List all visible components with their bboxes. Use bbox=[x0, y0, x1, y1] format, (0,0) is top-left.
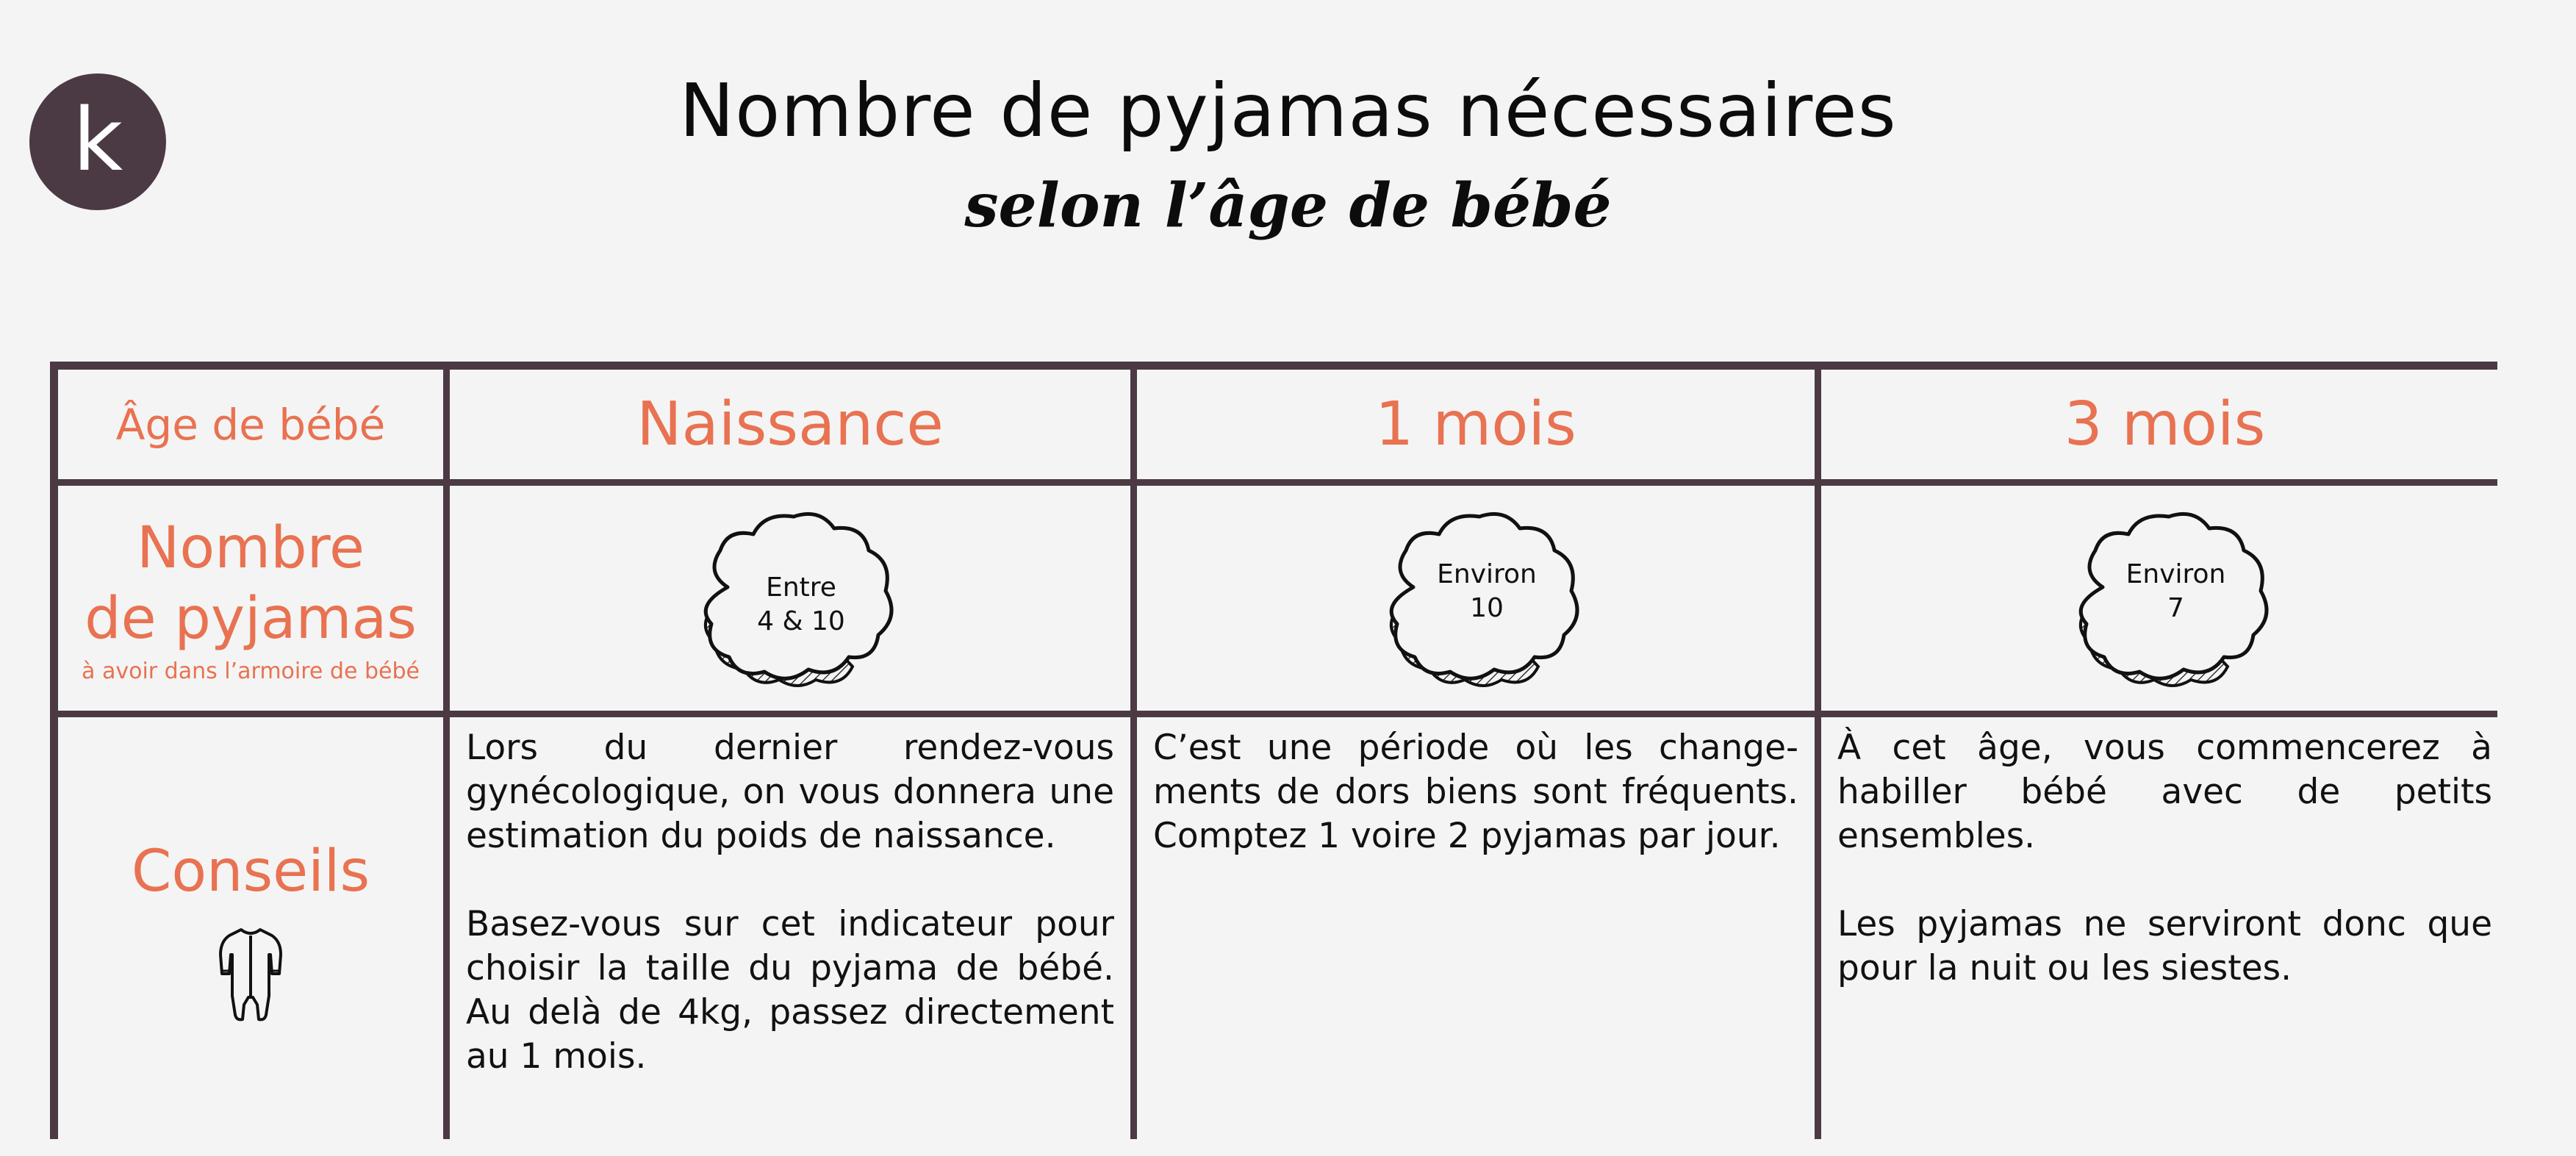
tips-cell-naissance bbox=[450, 717, 1130, 1145]
count-cell-1-mois bbox=[1137, 486, 1815, 711]
page-subtitle: selon l’âge de bébé bbox=[964, 170, 1612, 241]
cloud-text bbox=[1406, 558, 1568, 625]
count-label-line2: de pyjamas bbox=[85, 585, 417, 652]
tips-paragraph: Les pyjamas ne serviront donc que pour la nuit ou les siestes. bbox=[1837, 904, 2492, 988]
column-header-label: 3 mois bbox=[2064, 389, 2266, 459]
tips-label: Conseils bbox=[131, 839, 370, 905]
tips-row-header bbox=[58, 717, 443, 1145]
tips-paragraph: À cet âge, vous commencerez à habiller bébé avec de petits ensembles. bbox=[1837, 728, 2492, 856]
column-header-naissance bbox=[450, 370, 1130, 479]
cloud-text bbox=[2095, 558, 2257, 625]
column-header-label: Naissance bbox=[636, 389, 944, 459]
age-label: Âge de bébé bbox=[115, 399, 386, 450]
cloud-line2: 10 bbox=[1470, 593, 1504, 623]
cloud-line2: 7 bbox=[2167, 593, 2184, 623]
page-title: Nombre de pyjamas nécessaires bbox=[679, 68, 1897, 154]
count-cell-3-mois bbox=[1821, 486, 2508, 711]
count-label-line1: Nombre bbox=[137, 514, 365, 581]
count-row-header bbox=[58, 486, 443, 711]
cloud-line1: Environ bbox=[2125, 559, 2226, 589]
column-header-label: 1 mois bbox=[1375, 389, 1576, 459]
tips-cell-3-mois bbox=[1821, 717, 2508, 1145]
count-cell-naissance bbox=[450, 486, 1130, 711]
tips-paragraph: Basez-vous sur cet indicateur pour choisir la taille du pyjama de bébé. Au delà de 4kg, passez directement au 1 mois. bbox=[466, 904, 1114, 1077]
age-label-cell bbox=[58, 370, 443, 479]
column-header-3-mois bbox=[1821, 370, 2508, 479]
cloud-line1: Entre bbox=[766, 572, 836, 603]
cloud-badge bbox=[676, 499, 904, 697]
pyjama-table bbox=[50, 362, 2497, 1139]
column-header-1-mois bbox=[1137, 370, 1815, 479]
cloud-text bbox=[720, 571, 882, 639]
tips-paragraph: C’est une période où les change-ments de dors biens sont fréquents. Comptez 1 voire 2 pyjamas par jour. bbox=[1153, 728, 1798, 856]
cloud-line2: 4 & 10 bbox=[757, 606, 845, 636]
count-label-note: à avoir dans l’armoire de bébé bbox=[82, 658, 420, 684]
onesie-icon bbox=[218, 925, 284, 1024]
tips-paragraph: Lors du dernier rendez-vous gynécologique, on vous donnera une estimation du poids de naissance. bbox=[466, 728, 1114, 856]
tips-cell-1-mois bbox=[1137, 717, 1815, 1145]
cloud-line1: Environ bbox=[1437, 559, 1537, 589]
cloud-badge bbox=[2051, 499, 2279, 697]
logo-letter: k bbox=[72, 89, 123, 190]
cloud-badge bbox=[1362, 499, 1590, 697]
